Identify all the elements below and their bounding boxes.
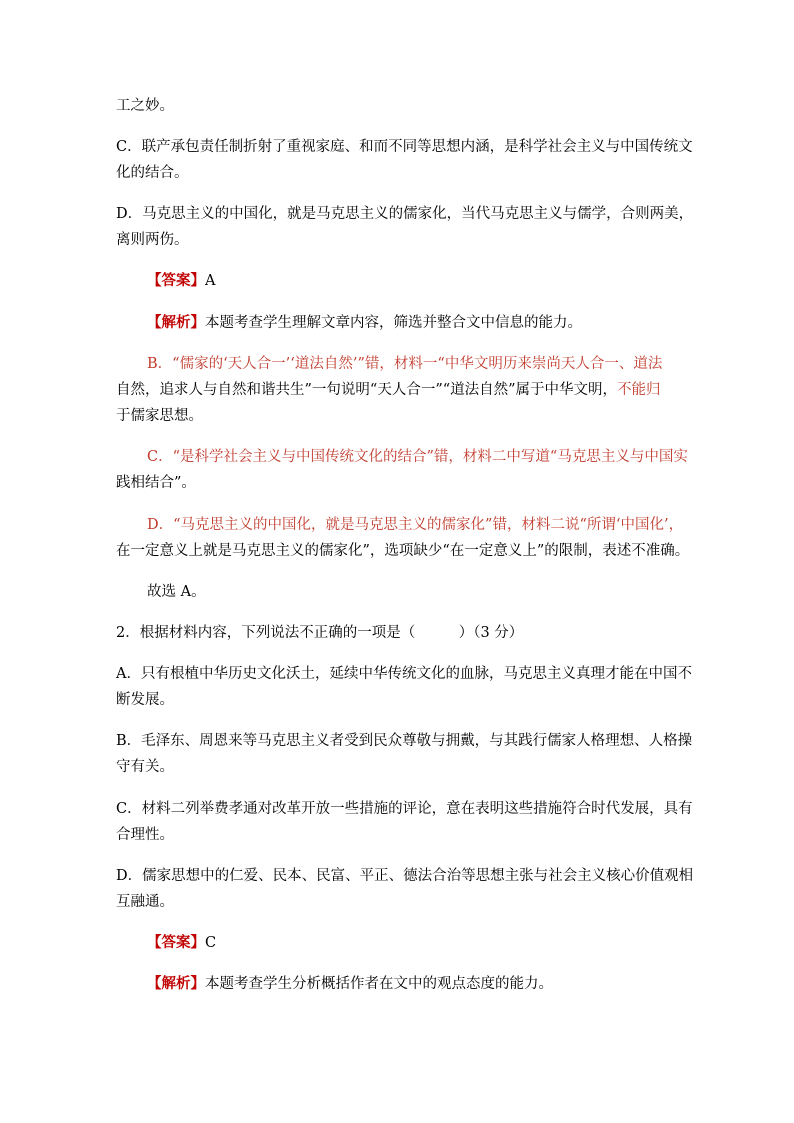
conclusion-line	[147, 582, 206, 602]
text-segment: C．材料二列举费孝通对改革开放一些措施的评论，意在表明这些措施符合时代发展，具有	[116, 801, 693, 817]
text-segment: 践相结合”。	[116, 475, 196, 491]
text-line-5	[116, 230, 189, 250]
text-segment: 在一定意义上就是马克思主义的儒家化”，选项缺少“在一定意义上”的限制，表述不准确。	[116, 543, 690, 559]
option-d-line-1	[116, 866, 693, 886]
analysis-line-2	[147, 974, 553, 994]
text-segment: 断发展。	[116, 692, 174, 708]
section-label: 【解析】	[147, 975, 205, 992]
option-b-line-2	[116, 757, 174, 777]
question-2	[116, 623, 523, 643]
text-segment: 本题考查学生理解文章内容，筛选并整合文中信息的能力。	[205, 315, 582, 331]
option-b-line-1	[116, 731, 692, 751]
text-segment: 自然，追求人与自然和谐共生”一句说明“天人合一”“道法自然”属于中华文明，	[116, 382, 618, 398]
text-segment: B．“儒家的‘天人合一’‘道法自然’”错，材料一“中华文明历来崇尚天人合一、道法	[147, 356, 663, 372]
text-segment: 合理性。	[116, 827, 174, 843]
text-line-12	[116, 473, 196, 493]
text-segment: A	[205, 273, 216, 289]
option-c-line-2	[116, 825, 174, 845]
answer-line-2	[147, 933, 216, 953]
text-segment: 化的结合。	[116, 165, 189, 181]
text-line-9	[116, 380, 661, 400]
option-a-line-1	[116, 664, 692, 684]
text-line-3	[116, 163, 189, 183]
text-segment: C	[205, 935, 217, 951]
answer-line-1	[147, 271, 215, 291]
text-segment: D．儒家思想中的仁爱、民本、民富、平正、德法合治等思想主张与社会主义核心价值观相	[116, 868, 694, 884]
text-line-2	[116, 137, 693, 157]
text-line-14	[116, 541, 689, 561]
text-segment: B．毛泽东、周恩来等马克思主义者受到民众尊敬与拥戴，与其践行儒家人格理想、人格操	[116, 733, 693, 749]
text-line-10	[116, 406, 203, 426]
text-segment: 守有关。	[116, 759, 174, 775]
text-segment: 不能归	[617, 382, 661, 398]
text-segment: C．联产承包责任制折射了重视家庭、和而不同等思想内涵，是科学社会主义与中国传统文	[116, 139, 693, 155]
section-label: 【答案】	[147, 272, 205, 289]
text-segment: 2．根据材料内容，下列说法不正确的一项是（ ）（3 分）	[116, 625, 524, 641]
text-segment: D．马克思主义的中国化，就是马克思主义的儒家化，当代马克思主义与儒学，合则两美，	[116, 206, 694, 222]
text-segment: 故选 A。	[147, 584, 206, 600]
section-label: 【答案】	[147, 934, 205, 951]
text-line-1	[116, 96, 174, 116]
option-a-line-2	[116, 690, 174, 710]
option-c-line-1	[116, 799, 693, 819]
text-segment: D．“马克思主义的中国化，就是马克思主义的儒家化”错，材料二说“所谓‘中国化’，	[147, 517, 684, 533]
text-segment: 本题考查学生分析概括作者在文中的观点态度的能力。	[205, 976, 553, 992]
text-line-4	[116, 204, 693, 224]
text-segment: 互融通。	[116, 894, 174, 910]
text-line-11	[147, 447, 688, 467]
text-segment: 于儒家思想。	[116, 408, 203, 424]
text-line-8	[147, 354, 662, 374]
text-line-13	[147, 515, 683, 535]
text-segment: A．只有根植中华历史文化沃土，延续中华传统文化的血脉，马克思主义真理才能在中国不	[116, 666, 692, 682]
option-d-line-2	[116, 892, 174, 912]
text-segment: 工之妙。	[116, 98, 174, 114]
text-segment: 离则两伤。	[116, 232, 189, 248]
text-segment: C．“是科学社会主义与中国传统文化的结合”错，材料二中写道“马克思主义与中国实	[147, 449, 688, 465]
analysis-line-1	[147, 313, 582, 333]
section-label: 【解析】	[147, 314, 205, 331]
